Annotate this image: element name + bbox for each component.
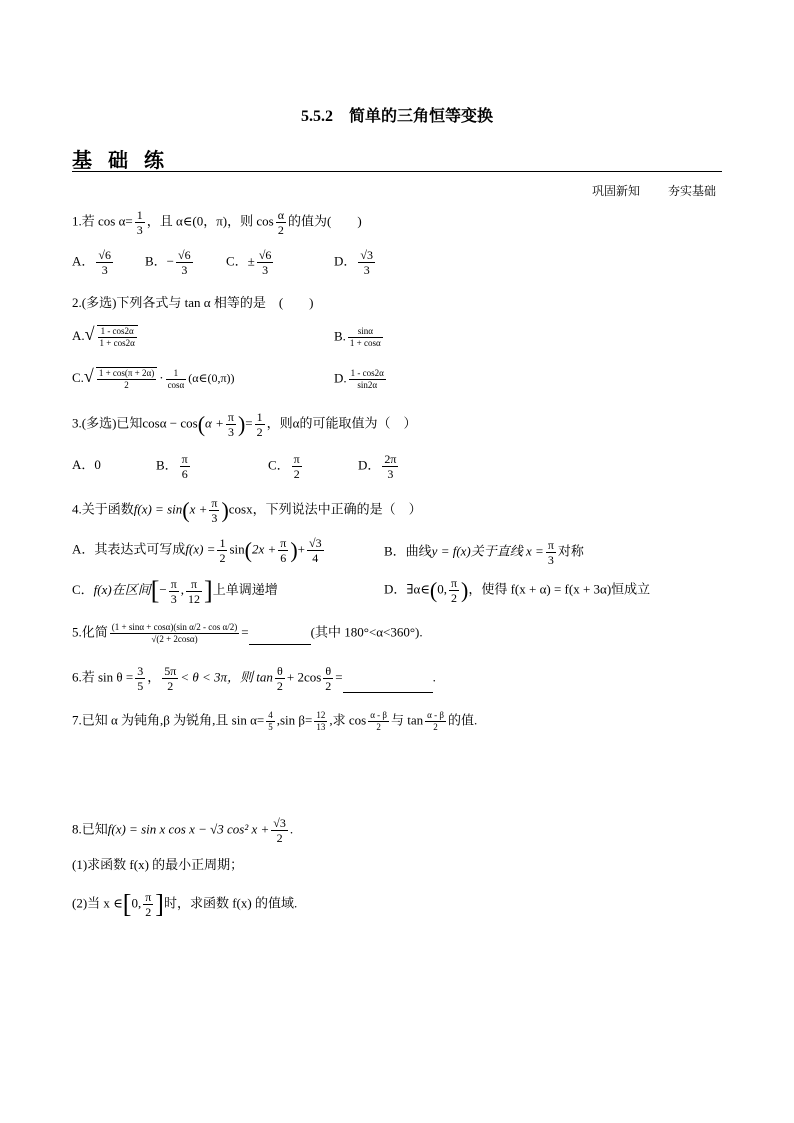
q1-option-a: A． $\frac{√6}{3}$ (72, 248, 111, 277)
q5-answer-blank[interactable] (249, 644, 311, 645)
question-1 (72, 208, 362, 237)
q1-half-fraction: $\frac{\alpha}{2}$ (277, 208, 285, 237)
q1-cos-fraction: $\frac{1}{3}$ (136, 208, 143, 237)
q1-option-c: C．± $\frac{√6}{3}$ (226, 248, 272, 277)
question-4: 4.关于函数f(x) = sin(x + $\frac{\pi}{3}$ )cosx，下列说法中正确的是（ ） (72, 496, 422, 525)
q2-option-b: B. $\frac{\sin\alpha}{1 + \cos\alpha}$ (334, 326, 381, 348)
q4-option-c: C．f(x)在区间[− $\frac{\pi}{3}$ , $\frac{\pi}{12}$ ]上单调递增 (72, 576, 278, 606)
page-title: 5.5.2 简单的三角恒等变换 (300, 108, 493, 125)
q6-answer-blank[interactable] (343, 692, 433, 693)
q3-option-a: A．0 (72, 457, 101, 472)
q3-option-b: B． $\frac{\pi}{6}$ (156, 452, 188, 481)
q4-option-a: A．其表达式可写成f(x) = $\frac{1}{2}$ sin(2x + $\frac{\pi}{6}$ )+ $\frac{√3}{4}$ (72, 536, 322, 565)
q1-option-d: D． $\frac{√3}{3}$ (334, 248, 373, 277)
q3-option-c: C． $\frac{\pi}{2}$ (268, 452, 300, 481)
question-2: 2.(多选)下列各式与 tan α 相等的是 ( ) (72, 295, 314, 310)
q2-option-a: A.√ $\frac{1 - \cos 2\alpha}{1 + \cos 2\alpha}$ (72, 324, 140, 349)
question-3: 3.(多选)已知cosα − cos(α + $\frac{\pi}{3}$ )= $\frac{1}{2}$ ，则α的可能取值为（ ） (72, 410, 417, 439)
question-6: 6.若 sin θ = $\frac{3}{5}$ ， $\frac{5\pi}{2}$ < θ < 3π，则 tan $\frac{\theta}{2}$ + 2cos $\frac{\theta}{2}$ = . (72, 664, 436, 693)
question-8: 8.已知f(x) = sin x cos x − √3 cos² x + $\frac{√3}{2}$ . (72, 816, 294, 845)
section-title: 基础练 (72, 148, 180, 172)
q3-option-d: D． $\frac{2\pi}{3}$ (358, 452, 397, 481)
question-5: 5.化简 $\frac{\text{(1 + sinα + cosα)(sin α/2 - cos α/2)}}{√(2 + 2\cos\alpha)}$ = (其中 180°<α<360°). (72, 622, 423, 644)
question-8-part-2: (2)当 x ∈[0, $\frac{\pi}{2}$ ]时，求函数 f(x) 的值域. (72, 889, 298, 919)
q4-option-d: D．∃α∈(0, $\frac{\pi}{2}$ )，使得 f(x + α) = f(x + 3α)恒成立 (384, 576, 651, 605)
q2-option-c: C.√ $\frac{1 + \cos(\pi + 2\alpha)}{2}$ · $\frac{1}{\cos\alpha}$ (α∈(0,π)) (72, 366, 235, 391)
tag-foundation: 夯实基础 (667, 184, 716, 198)
section-divider (72, 171, 722, 172)
q1-mid: ，且 α∈(0，π)，则 cos (146, 213, 274, 229)
question-8-part-1: (1)求函数 f(x) 的最小正周期； (72, 857, 244, 872)
q2-option-d: D. $\frac{1 - \cos 2\alpha}{\sin 2\alpha}$ (334, 368, 384, 390)
tag-consolidate: 巩固新知 (591, 184, 640, 198)
q1-suffix: 的值为( ) (288, 213, 362, 229)
question-7: 7.已知 α 为钝角,β 为锐角,且 sin α= $\frac{4}{5}$ ,sin β= $\frac{12}{13}$ ,求 cos $\frac{\alpha - \beta}{2}$ 与 tan $\frac{\alpha - \beta}{2}$ 的值. (72, 710, 478, 732)
header-tags (592, 182, 716, 200)
q1-prefix: 1.若 cos α= (72, 213, 133, 229)
q4-option-b: B．曲线y = f(x)关于直线 x = $\frac{\pi}{3}$ 对称 (384, 538, 584, 567)
q1-option-b: B．− $\frac{√6}{3}$ (145, 248, 191, 277)
